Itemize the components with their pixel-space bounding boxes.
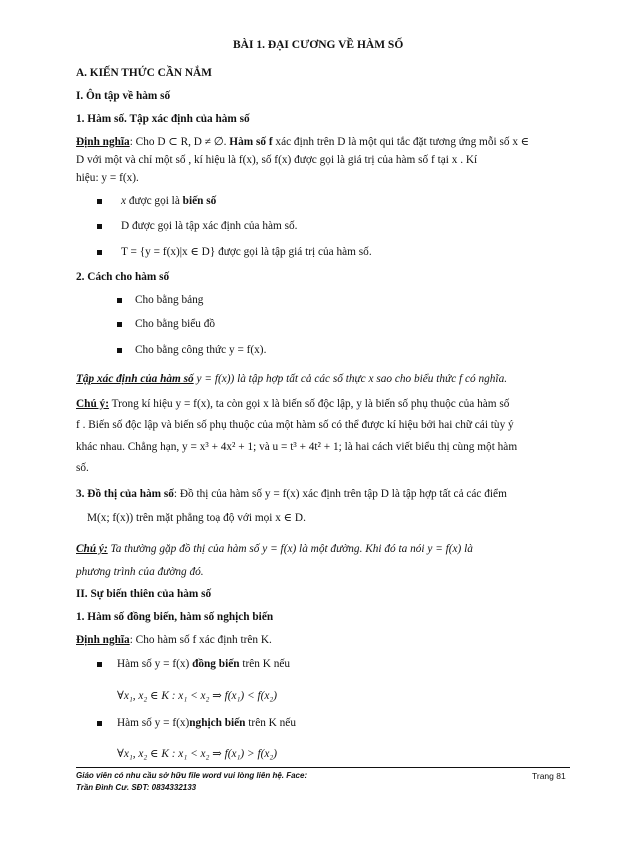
bullet-item-chart: Cho bằng biểu đồ (135, 318, 216, 330)
note2-line-1: Chú ý: Ta thường gặp đồ thị của hàm số y = f(x) là một đường. Khi đó ta nói y = f(x) là (76, 543, 473, 555)
definition-line-1: Định nghĩa: Cho D ⊂ R, D ≠ ∅. Hàm số f xác định trên D là một qui tắc đặt tương ứng mỗi số x ∈ (76, 136, 530, 148)
note-line-2: f . Biến số độc lập và biến số phụ thuộc của một hàm số có thể được kí hiệu bởi hai chữ cái tùy ý (76, 419, 514, 431)
subheading-1: 1. Hàm số. Tập xác định của hàm số (76, 113, 250, 125)
subheading-monotonic: 1. Hàm số đồng biến, hàm số nghịch biến (76, 611, 274, 623)
increasing-formula: ∀x₁, x₂ ∈ K : x₁ < x₂ ⇒ f(x₁) < f(x₂) (117, 690, 278, 702)
bullet-item-formula: Cho bằng công thức y = f(x). (135, 344, 267, 356)
bullet-item-table: Cho bằng bảng (135, 294, 204, 306)
decreasing-definition: Hàm số y = f(x)nghịch biến trên K nếu (117, 717, 296, 729)
domain-definition: Tập xác định của hàm số y = f(x)) là tập hợp tất cả các số thực x sao cho biểu thức f có nghĩa. (76, 373, 508, 385)
lesson-title: BÀI 1. ĐẠI CƯƠNG VỀ HÀM SỐ (233, 39, 404, 51)
part-heading-2: II. Sự biến thiên của hàm số (76, 588, 212, 600)
footer-divider (76, 767, 570, 768)
definition-label: Định nghĩa (76, 136, 130, 148)
bullet-icon (117, 322, 122, 327)
bullet-icon (97, 224, 102, 229)
decreasing-formula: ∀x₁, x₂ ∈ K : x₁ < x₂ ⇒ f(x₁) > f(x₂) (117, 748, 278, 760)
bullet-icon (117, 298, 122, 303)
page-number: Trang 81 (532, 771, 566, 781)
note-line-1: Chú ý: Trong kí hiệu y = f(x), ta còn gọi x là biến số độc lập, y là biến số phụ thuộc của hàm số (76, 398, 510, 410)
bullet-icon (117, 348, 122, 353)
bullet-item-variable: x được gọi là biến số (121, 195, 217, 207)
increasing-definition: Hàm số y = f(x) đồng biến trên K nếu (117, 658, 291, 670)
graph-definition-line-2: M(x; f(x)) trên mặt phẳng toạ độ với mọi x ∈ D. (87, 512, 306, 524)
part-heading-1: I. Ôn tập về hàm số (76, 90, 171, 102)
note-line-4: số. (76, 462, 89, 474)
definition2-line: Định nghĩa: Cho hàm số f xác định trên K. (76, 634, 272, 646)
definition-line-2: D với một và chỉ một số , kí hiệu là f(x), số f(x) được gọi là giá trị của hàm số f tại x . Kí (76, 154, 478, 166)
footer-contact-line-1: Giáo viên có nhu cầu sở hữu file word vui lòng liên hệ. Face: (76, 771, 308, 780)
bullet-item-range: T = {y = f(x)|x ∈ D} được gọi là tập giá trị của hàm số. (121, 246, 372, 258)
section-heading-a: A. KIẾN THỨC CẦN NẮM (76, 67, 212, 79)
subheading-2: 2. Cách cho hàm số (76, 271, 170, 283)
footer-contact-line-2: Trần Đình Cư. SĐT: 0834332133 (76, 783, 197, 792)
note2-label: Chú ý: (76, 543, 108, 555)
bullet-icon (97, 199, 102, 204)
definition-line-3: hiệu: y = f(x). (76, 172, 139, 184)
note-label: Chú ý: (76, 398, 109, 410)
graph-definition-line-1: 3. Đồ thị của hàm số: Đồ thị của hàm số y = f(x) xác định trên tập D là tập hợp tất cả các điểm (76, 488, 507, 500)
bullet-item-domain: D được gọi là tập xác định của hàm số. (121, 220, 298, 232)
note2-line-2: phương trình của đường đó. (76, 566, 204, 578)
note-line-3: khác nhau. Chẳng hạn, y = x³ + 4x² + 1; và u = t³ + 4t² + 1; là hai cách viết biểu thị cùng một hàm (76, 441, 518, 453)
bullet-icon (97, 662, 102, 667)
bullet-icon (97, 721, 102, 726)
bullet-icon (97, 250, 102, 255)
